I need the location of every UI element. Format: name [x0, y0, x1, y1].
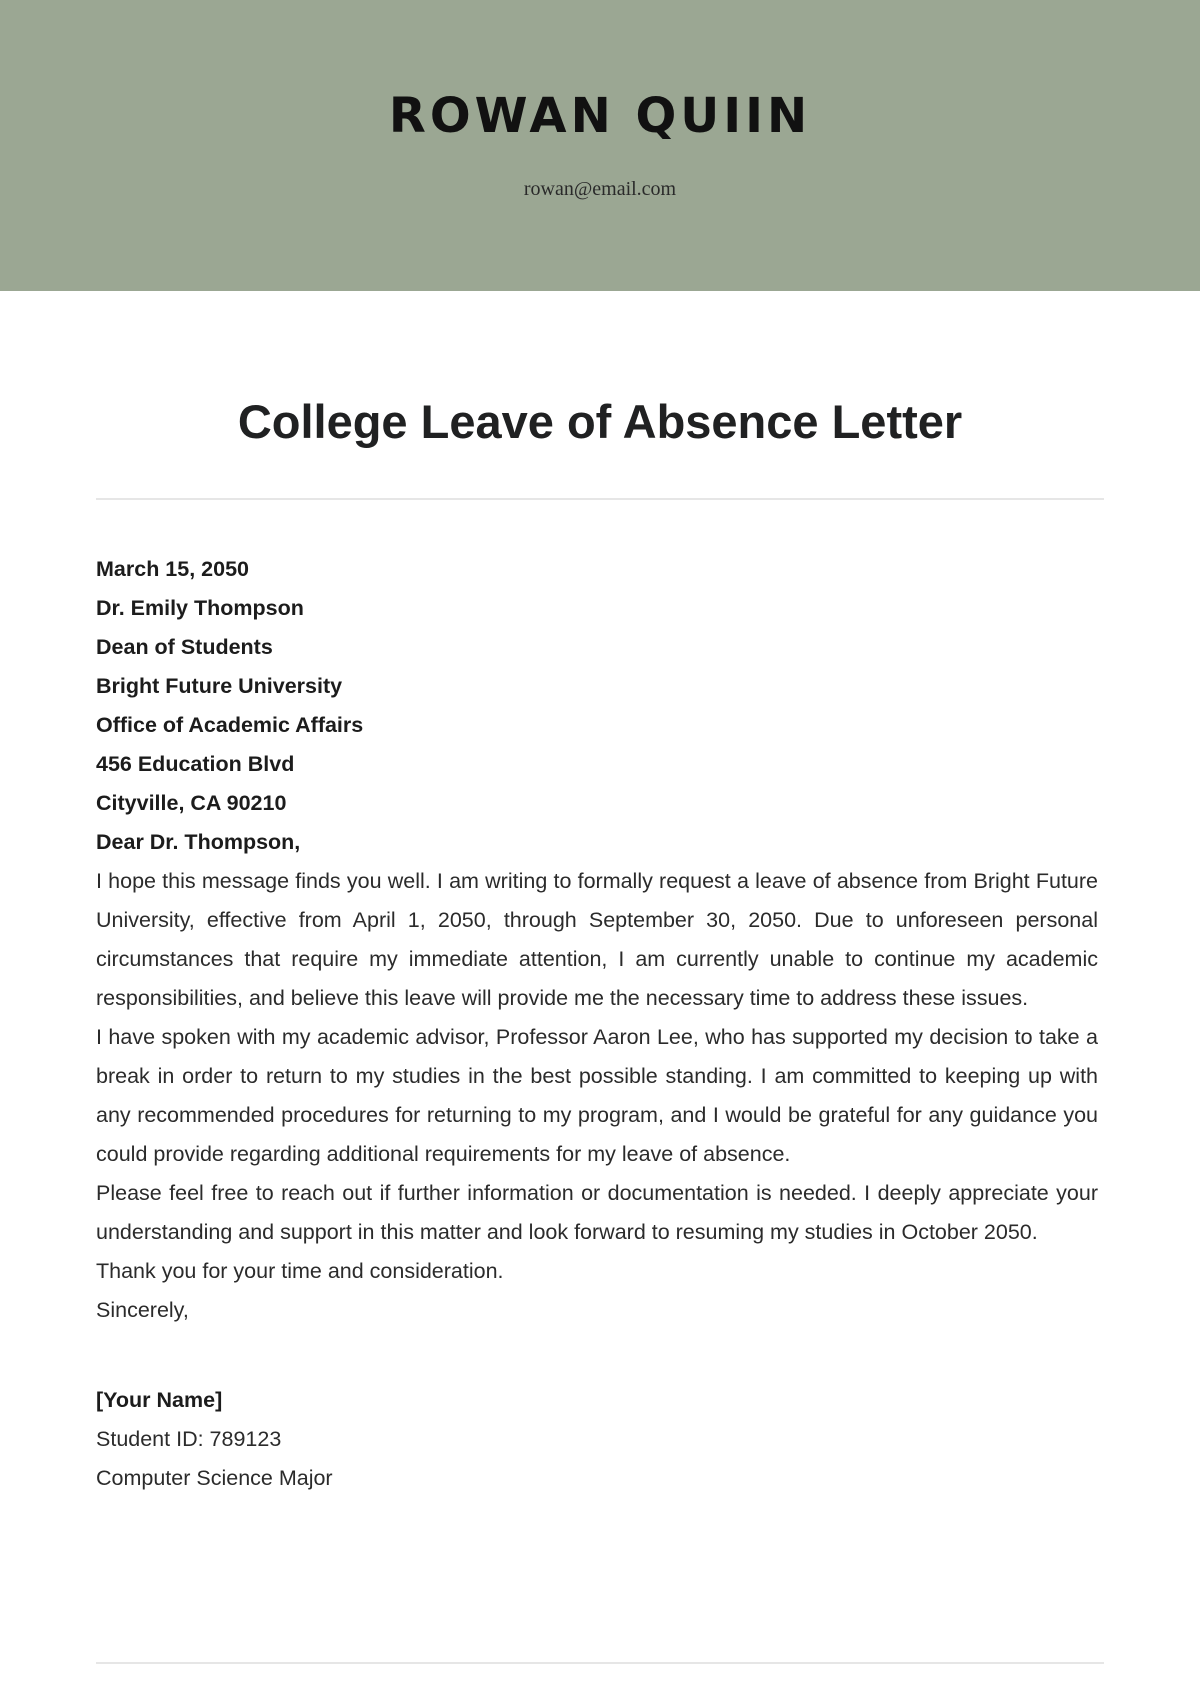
student-id: Student ID: 789123 [96, 1427, 282, 1451]
divider-bottom [96, 1662, 1104, 1664]
recipient-name: Dr. Emily Thompson [96, 596, 304, 620]
signature-space [96, 1330, 1098, 1381]
letter-date: March 15, 2050 [96, 557, 249, 581]
paragraph-2: I have spoken with my academic advisor, Professor Aaron Lee, who has supported my decision to take a break in order to return to my studies in the best possible standing. I am committed to keeping up with any recommended procedures for returning to my program, and I would be grateful for any guidance you could provide regarding additional requirements for my leave of absence. [96, 1025, 1098, 1166]
document-title: College Leave of Absence Letter [237, 395, 963, 448]
recipient-office: Office of Academic Affairs [96, 713, 364, 737]
closing: Sincerely, [96, 1298, 189, 1322]
recipient-institution: Bright Future University [96, 674, 343, 698]
recipient-title: Dean of Students [96, 635, 273, 659]
paragraph-4: Thank you for your time and consideration. [96, 1259, 504, 1283]
recipient-street: 456 Education Blvd [96, 752, 295, 776]
sender-email: rowan@email.com [523, 178, 677, 200]
paragraph-3: Please feel free to reach out if further information or documentation is needed. I deeply appreciate your understanding and support in this matter and look forward to resuming my studies in October 2050. [96, 1181, 1098, 1244]
signature-name: [Your Name] [96, 1388, 223, 1412]
letter-body [96, 550, 1098, 1498]
student-major: Computer Science Major [96, 1466, 333, 1490]
recipient-city: Cityville, CA 90210 [96, 791, 287, 815]
divider-top [96, 498, 1104, 500]
salutation: Dear Dr. Thompson, [96, 830, 301, 854]
sender-name: ROWAN QUIIN [388, 88, 812, 144]
paragraph-1: I hope this message finds you well. I am writing to formally request a leave of absence from Bright Future University, effective from April 1, 2050, through September 30, 2050. Due to unforeseen personal circumstances that require my immediate attention, I am currently unable to continue my academic responsibilities, and believe this leave will provide me the necessary time to address these issues. [96, 869, 1098, 1010]
